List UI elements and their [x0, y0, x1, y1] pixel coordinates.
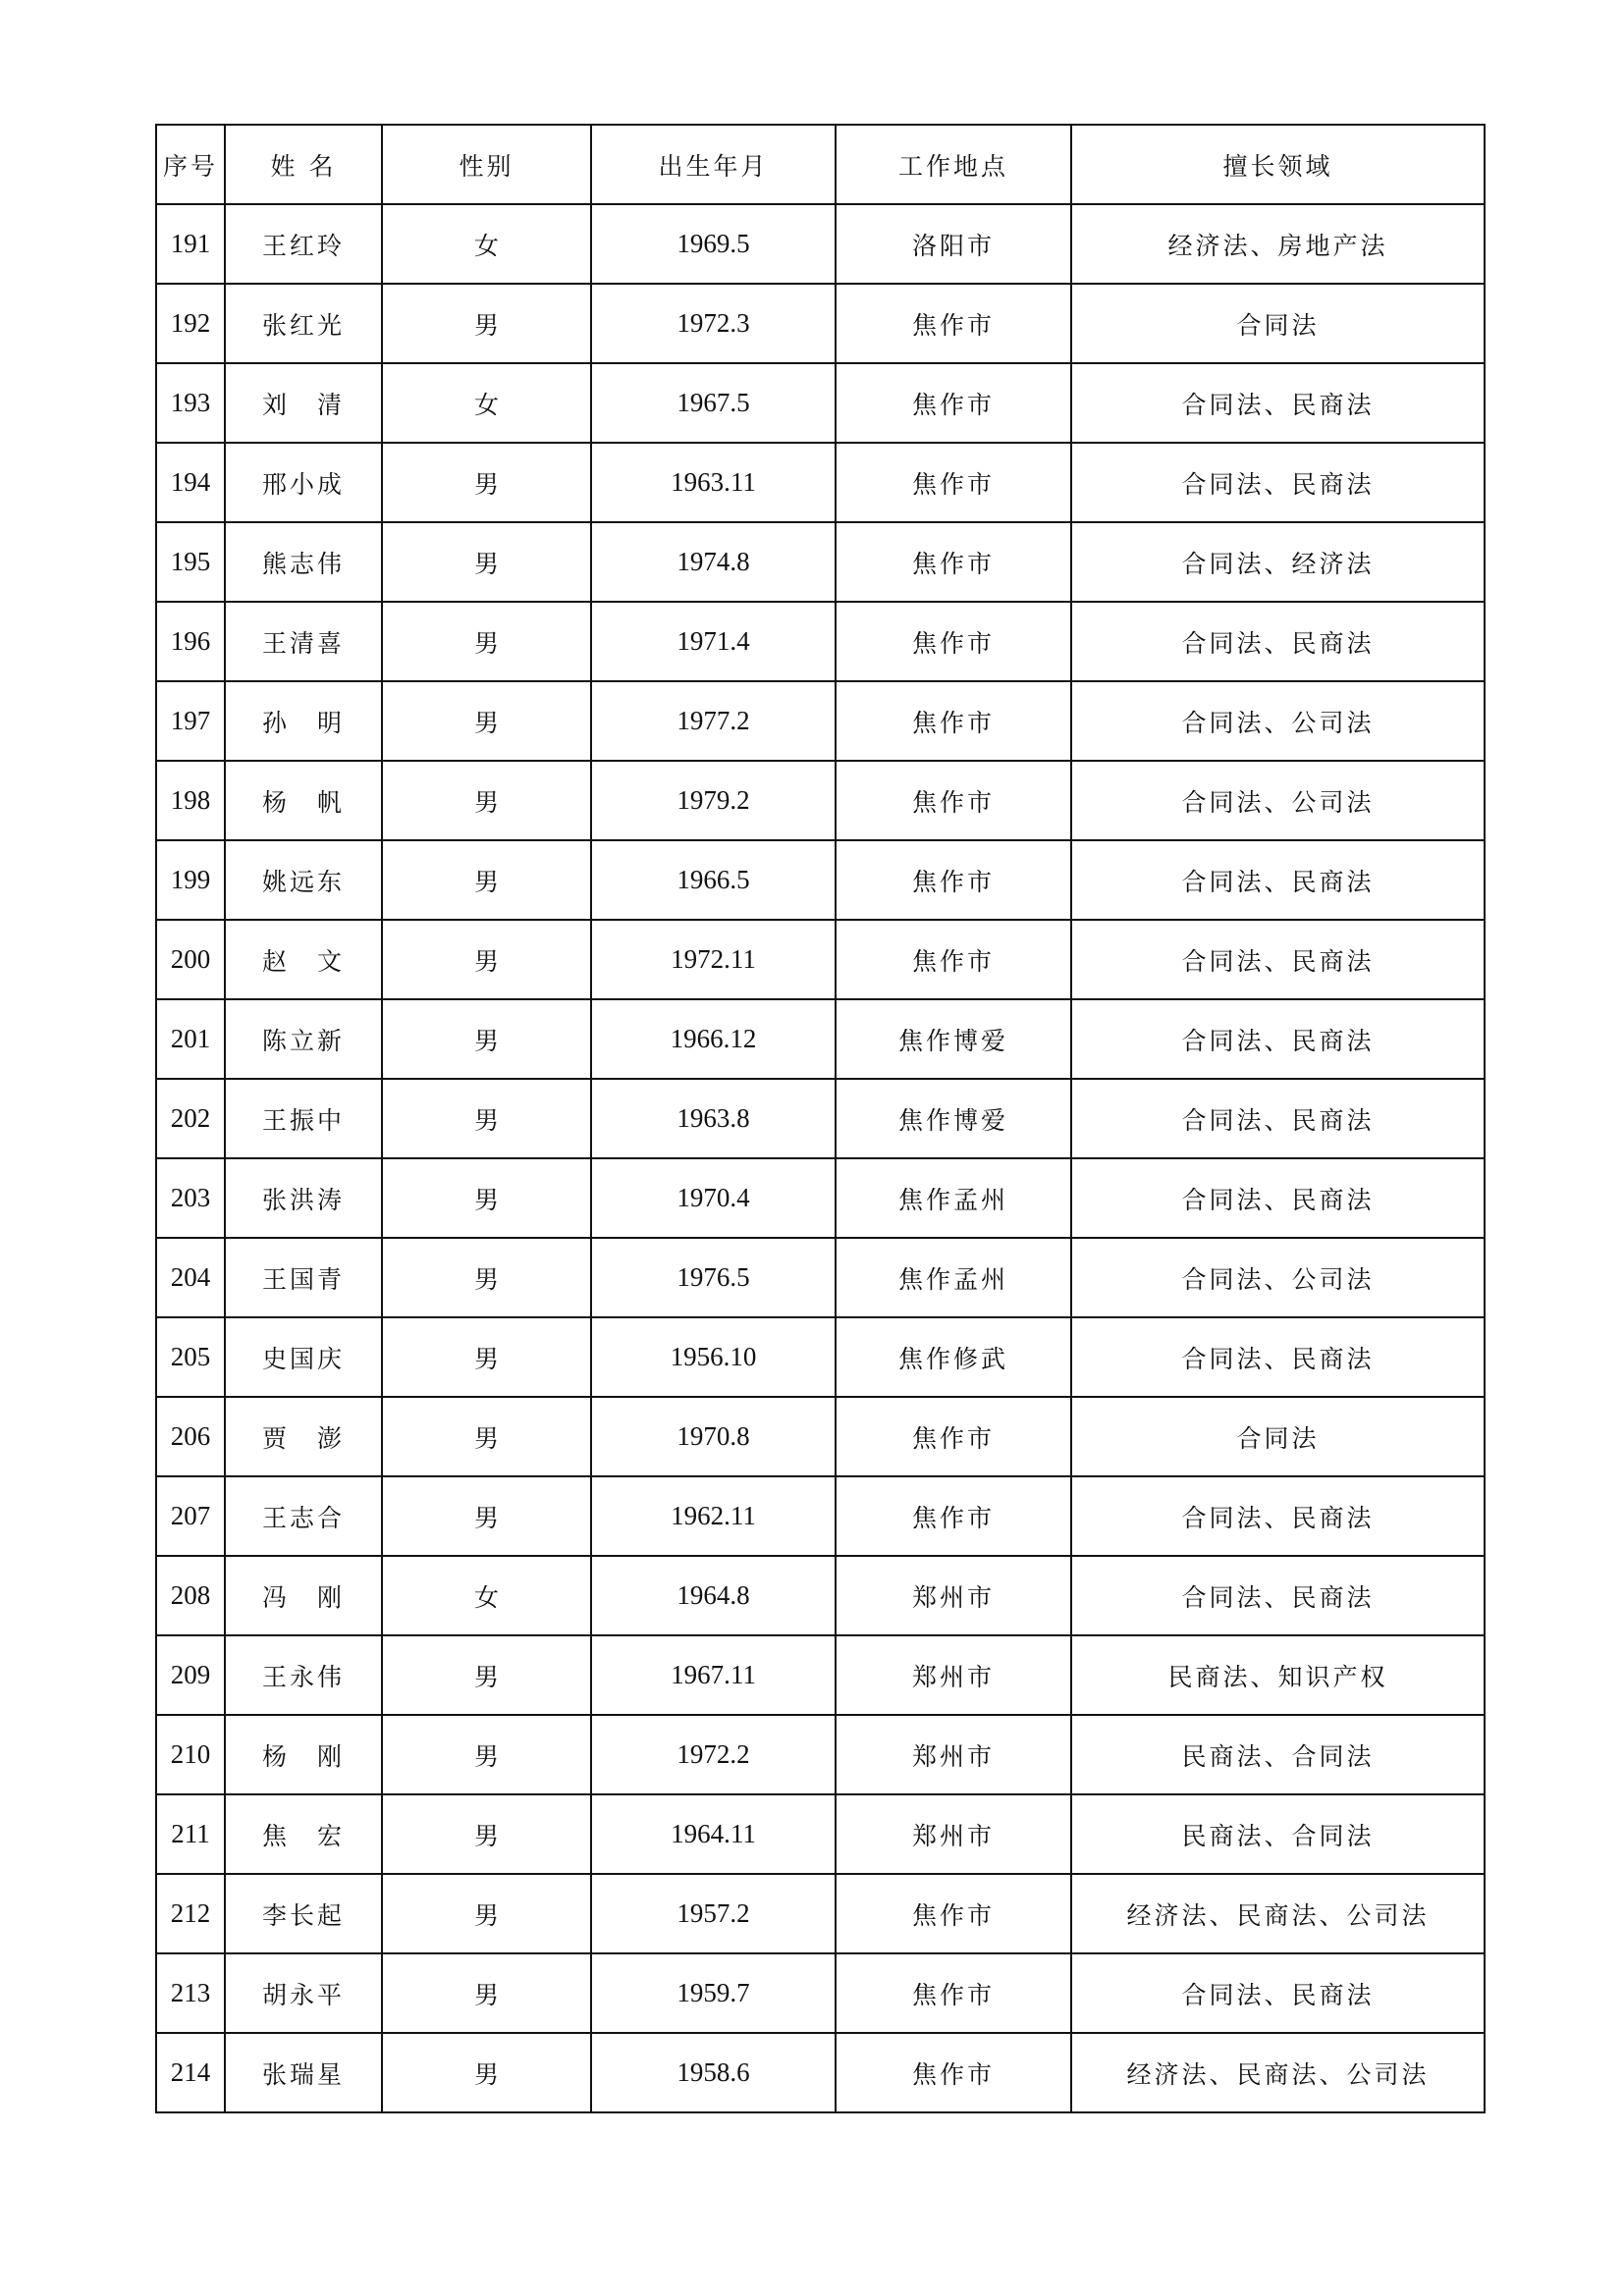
- cell-specialty: 合同法、民商法: [1071, 1953, 1485, 2033]
- cell-location: 焦作市: [836, 2033, 1071, 2112]
- cell-index: 195: [156, 522, 225, 602]
- cell-location: 焦作市: [836, 1874, 1071, 1953]
- cell-birth: 1963.11: [591, 443, 836, 522]
- cell-location: 焦作市: [836, 920, 1071, 999]
- cell-index: 196: [156, 602, 225, 681]
- table-row: [156, 1238, 1485, 1317]
- cell-name: 张红光: [225, 284, 382, 363]
- table-row: [156, 1715, 1485, 1794]
- cell-location: 郑州市: [836, 1635, 1071, 1715]
- cell-gender: 男: [382, 681, 591, 761]
- cell-specialty: 经济法、民商法、公司法: [1071, 2033, 1485, 2112]
- cell-gender: 女: [382, 1556, 591, 1635]
- cell-specialty: 合同法: [1071, 284, 1485, 363]
- cell-name: 张洪涛: [225, 1158, 382, 1238]
- cell-name: 赵 文: [225, 920, 382, 999]
- cell-index: 193: [156, 363, 225, 443]
- cell-gender: 男: [382, 761, 591, 840]
- cell-birth: 1959.7: [591, 1953, 836, 2033]
- cell-index: 206: [156, 1397, 225, 1476]
- table-row: [156, 2033, 1485, 2112]
- cell-index: 202: [156, 1079, 225, 1158]
- cell-specialty: 合同法、公司法: [1071, 681, 1485, 761]
- cell-specialty: 经济法、房地产法: [1071, 204, 1485, 284]
- table-row: [156, 1794, 1485, 1874]
- cell-birth: 1971.4: [591, 602, 836, 681]
- cell-specialty: 民商法、知识产权: [1071, 1635, 1485, 1715]
- cell-location: 焦作修武: [836, 1317, 1071, 1397]
- cell-index: 192: [156, 284, 225, 363]
- cell-gender: 男: [382, 1635, 591, 1715]
- cell-gender: 男: [382, 1158, 591, 1238]
- cell-birth: 1974.8: [591, 522, 836, 602]
- cell-name: 孙 明: [225, 681, 382, 761]
- header-birth: 出生年月: [591, 125, 836, 204]
- table-row: [156, 1158, 1485, 1238]
- cell-specialty: 合同法、公司法: [1071, 1238, 1485, 1317]
- cell-index: 207: [156, 1476, 225, 1556]
- table-row: [156, 840, 1485, 920]
- table-row: [156, 920, 1485, 999]
- table-row: [156, 1635, 1485, 1715]
- cell-index: 213: [156, 1953, 225, 2033]
- cell-birth: 1976.5: [591, 1238, 836, 1317]
- cell-index: 214: [156, 2033, 225, 2112]
- cell-name: 张瑞星: [225, 2033, 382, 2112]
- cell-gender: 男: [382, 1476, 591, 1556]
- table-row: [156, 1397, 1485, 1476]
- cell-birth: 1970.8: [591, 1397, 836, 1476]
- cell-location: 焦作市: [836, 602, 1071, 681]
- cell-name: 刘 清: [225, 363, 382, 443]
- cell-gender: 女: [382, 204, 591, 284]
- cell-gender: 男: [382, 522, 591, 602]
- table-row: [156, 681, 1485, 761]
- cell-specialty: 合同法、民商法: [1071, 1556, 1485, 1635]
- cell-specialty: 合同法、民商法: [1071, 1476, 1485, 1556]
- cell-name: 胡永平: [225, 1953, 382, 2033]
- cell-specialty: 民商法、合同法: [1071, 1794, 1485, 1874]
- roster-table: [155, 124, 1486, 2113]
- cell-birth: 1963.8: [591, 1079, 836, 1158]
- cell-birth: 1964.11: [591, 1794, 836, 1874]
- cell-gender: 男: [382, 1238, 591, 1317]
- cell-location: 焦作市: [836, 1397, 1071, 1476]
- cell-birth: 1966.12: [591, 999, 836, 1079]
- cell-location: 焦作市: [836, 363, 1071, 443]
- cell-index: 212: [156, 1874, 225, 1953]
- header-location: 工作地点: [836, 125, 1071, 204]
- cell-location: 焦作市: [836, 681, 1071, 761]
- cell-location: 洛阳市: [836, 204, 1071, 284]
- cell-specialty: 合同法、经济法: [1071, 522, 1485, 602]
- cell-location: 郑州市: [836, 1794, 1071, 1874]
- table-row: [156, 761, 1485, 840]
- cell-index: 194: [156, 443, 225, 522]
- cell-location: 焦作博爱: [836, 1079, 1071, 1158]
- cell-index: 201: [156, 999, 225, 1079]
- header-gender: 性别: [382, 125, 591, 204]
- cell-specialty: 合同法、民商法: [1071, 363, 1485, 443]
- cell-gender: 男: [382, 920, 591, 999]
- cell-gender: 女: [382, 363, 591, 443]
- header-specialty: 擅长领域: [1071, 125, 1485, 204]
- cell-birth: 1972.2: [591, 1715, 836, 1794]
- cell-specialty: 合同法、民商法: [1071, 920, 1485, 999]
- cell-birth: 1977.2: [591, 681, 836, 761]
- cell-specialty: 合同法、民商法: [1071, 1158, 1485, 1238]
- cell-specialty: 民商法、合同法: [1071, 1715, 1485, 1794]
- cell-specialty: 合同法: [1071, 1397, 1485, 1476]
- cell-name: 焦 宏: [225, 1794, 382, 1874]
- cell-birth: 1979.2: [591, 761, 836, 840]
- cell-birth: 1969.5: [591, 204, 836, 284]
- cell-location: 焦作市: [836, 443, 1071, 522]
- header-name: 姓 名: [225, 125, 382, 204]
- cell-name: 王永伟: [225, 1635, 382, 1715]
- cell-name: 王振中: [225, 1079, 382, 1158]
- cell-gender: 男: [382, 1079, 591, 1158]
- cell-index: 200: [156, 920, 225, 999]
- cell-name: 姚远东: [225, 840, 382, 920]
- cell-location: 焦作市: [836, 284, 1071, 363]
- cell-index: 198: [156, 761, 225, 840]
- table-row: [156, 363, 1485, 443]
- cell-gender: 男: [382, 1397, 591, 1476]
- cell-name: 王志合: [225, 1476, 382, 1556]
- cell-index: 199: [156, 840, 225, 920]
- cell-birth: 1967.11: [591, 1635, 836, 1715]
- table-row: [156, 1953, 1485, 2033]
- cell-index: 209: [156, 1635, 225, 1715]
- cell-birth: 1957.2: [591, 1874, 836, 1953]
- cell-gender: 男: [382, 1317, 591, 1397]
- table-row: [156, 443, 1485, 522]
- cell-location: 焦作市: [836, 1476, 1071, 1556]
- cell-index: 191: [156, 204, 225, 284]
- cell-birth: 1966.5: [591, 840, 836, 920]
- cell-name: 冯 刚: [225, 1556, 382, 1635]
- cell-name: 史国庆: [225, 1317, 382, 1397]
- cell-specialty: 合同法、公司法: [1071, 761, 1485, 840]
- cell-gender: 男: [382, 999, 591, 1079]
- cell-gender: 男: [382, 1874, 591, 1953]
- cell-birth: 1972.3: [591, 284, 836, 363]
- cell-name: 李长起: [225, 1874, 382, 1953]
- cell-location: 焦作博爱: [836, 999, 1071, 1079]
- header-index: 序号: [156, 125, 225, 204]
- cell-birth: 1967.5: [591, 363, 836, 443]
- cell-gender: 男: [382, 2033, 591, 2112]
- cell-name: 邢小成: [225, 443, 382, 522]
- table-row: [156, 284, 1485, 363]
- cell-specialty: 经济法、民商法、公司法: [1071, 1874, 1485, 1953]
- cell-name: 陈立新: [225, 999, 382, 1079]
- cell-location: 焦作市: [836, 761, 1071, 840]
- cell-gender: 男: [382, 284, 591, 363]
- cell-index: 203: [156, 1158, 225, 1238]
- cell-gender: 男: [382, 840, 591, 920]
- cell-location: 焦作市: [836, 522, 1071, 602]
- cell-specialty: 合同法、民商法: [1071, 602, 1485, 681]
- table-row: [156, 999, 1485, 1079]
- cell-gender: 男: [382, 1953, 591, 2033]
- cell-name: 王国青: [225, 1238, 382, 1317]
- cell-birth: 1972.11: [591, 920, 836, 999]
- cell-location: 焦作市: [836, 840, 1071, 920]
- cell-location: 焦作市: [836, 1953, 1071, 2033]
- table-row: [156, 1874, 1485, 1953]
- cell-name: 杨 刚: [225, 1715, 382, 1794]
- cell-specialty: 合同法、民商法: [1071, 443, 1485, 522]
- cell-gender: 男: [382, 1794, 591, 1874]
- cell-location: 郑州市: [836, 1556, 1071, 1635]
- table-row: [156, 602, 1485, 681]
- cell-specialty: 合同法、民商法: [1071, 840, 1485, 920]
- cell-name: 王红玲: [225, 204, 382, 284]
- cell-index: 210: [156, 1715, 225, 1794]
- table-row: [156, 522, 1485, 602]
- cell-index: 204: [156, 1238, 225, 1317]
- cell-name: 杨 帆: [225, 761, 382, 840]
- cell-birth: 1970.4: [591, 1158, 836, 1238]
- table-row: [156, 204, 1485, 284]
- cell-index: 211: [156, 1794, 225, 1874]
- cell-specialty: 合同法、民商法: [1071, 1079, 1485, 1158]
- header-row: [156, 125, 1485, 204]
- cell-name: 熊志伟: [225, 522, 382, 602]
- cell-gender: 男: [382, 443, 591, 522]
- cell-birth: 1964.8: [591, 1556, 836, 1635]
- cell-specialty: 合同法、民商法: [1071, 1317, 1485, 1397]
- table-row: [156, 1079, 1485, 1158]
- cell-location: 焦作孟州: [836, 1158, 1071, 1238]
- cell-index: 205: [156, 1317, 225, 1397]
- cell-index: 208: [156, 1556, 225, 1635]
- cell-location: 郑州市: [836, 1715, 1071, 1794]
- table-row: [156, 1476, 1485, 1556]
- cell-gender: 男: [382, 1715, 591, 1794]
- cell-birth: 1958.6: [591, 2033, 836, 2112]
- cell-specialty: 合同法、民商法: [1071, 999, 1485, 1079]
- cell-name: 贾 澎: [225, 1397, 382, 1476]
- cell-gender: 男: [382, 602, 591, 681]
- table-row: [156, 1556, 1485, 1635]
- cell-name: 王清喜: [225, 602, 382, 681]
- cell-birth: 1962.11: [591, 1476, 836, 1556]
- cell-location: 焦作孟州: [836, 1238, 1071, 1317]
- cell-birth: 1956.10: [591, 1317, 836, 1397]
- table-row: [156, 1317, 1485, 1397]
- cell-index: 197: [156, 681, 225, 761]
